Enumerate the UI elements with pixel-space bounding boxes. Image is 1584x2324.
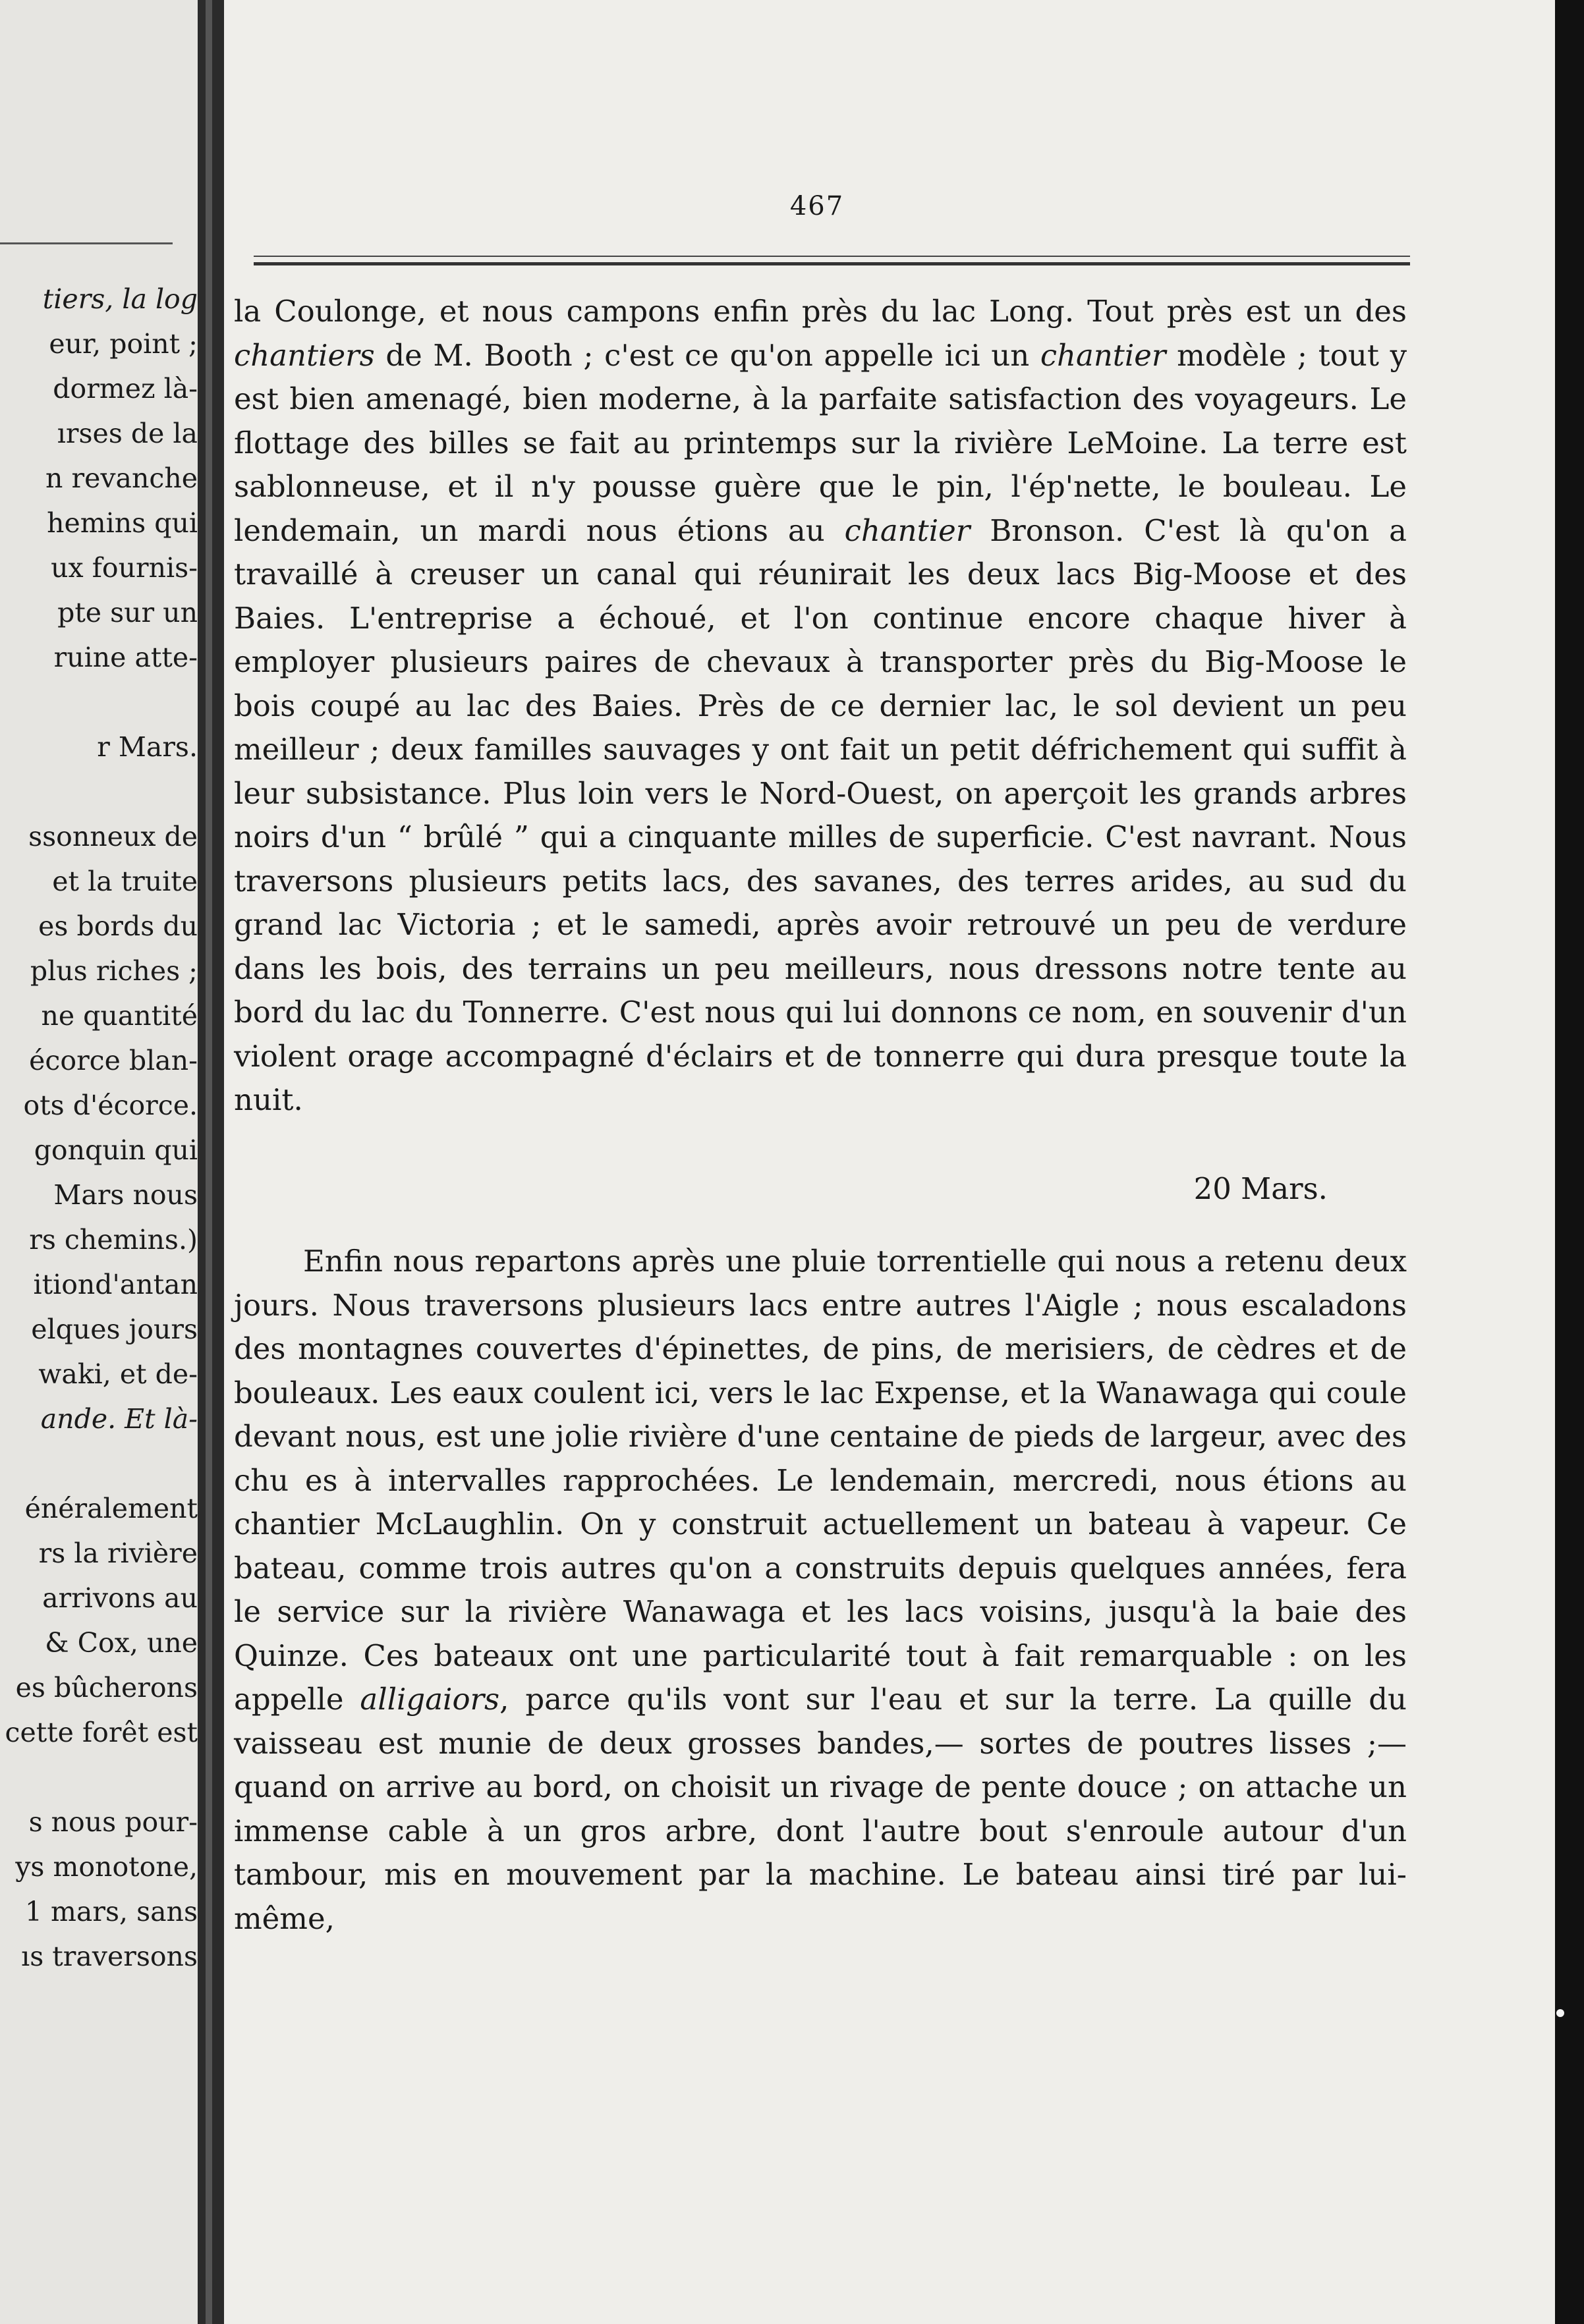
- italic-run: alligaiors: [360, 1682, 500, 1717]
- left-page-line: s nous pour-: [28, 1806, 198, 1838]
- left-page-line: itiond'antan: [33, 1269, 198, 1300]
- header-rule-thin: [254, 256, 1410, 257]
- text-run: , parce qu'ils vont sur l'eau et sur la terre. La quille du vaisseau est munie de deux grosses bandes,— sortes de poutres lisses ;—quand on arrive au bord, on choisit un rivage de pente douce ; on attache un immense cable à un gros arbre, dont l'autre bout s'enroule autour d'un tambour, mis en mouvement par la machine. Le bateau ainsi tiré par lui-même,: [234, 1682, 1407, 1936]
- left-page-line: waki, et de-: [38, 1358, 198, 1390]
- left-page-line: r Mars.: [97, 731, 198, 763]
- left-page-line: ux fournis-: [51, 552, 198, 584]
- left-page-line: énéralement: [24, 1493, 198, 1524]
- left-page-line: gonquin qui: [34, 1134, 198, 1166]
- page-edge-shadow: [1555, 0, 1584, 2324]
- scan-speck: [1556, 2009, 1564, 2017]
- body-text: [234, 290, 1407, 1941]
- left-page-line: elques jours: [31, 1314, 198, 1345]
- paragraph-2: [234, 1240, 1407, 1941]
- left-page-line: tiers, la log: [42, 283, 198, 315]
- italic-run: chantier: [844, 512, 971, 548]
- text-run: modèle ; tout y est bien amenagé, bien moderne, à la parfaite satisfaction des voyageurs. Le flottage des billes se fait au printemps sur la rivière LeMoine. La terre est sablonneuse, et il n'y pousse guère que le pin, l'ép'nette, le bouleau. Le lendemain, un mardi nous étions au: [234, 337, 1407, 548]
- italic-run: chantiers: [234, 337, 375, 373]
- left-page-line: cette forêt est: [5, 1717, 198, 1748]
- left-page-line: ne quantité: [41, 1000, 198, 1032]
- left-page-line: dormez là-: [53, 373, 198, 404]
- left-page-line: ots d'écorce.: [23, 1090, 198, 1121]
- left-page-line: Mars nous: [53, 1179, 198, 1211]
- left-page-line: ande. Et là-: [40, 1403, 198, 1435]
- header-rule-thick: [254, 262, 1410, 265]
- left-page-line: rs chemins.): [29, 1224, 198, 1256]
- text-run: Enfin nous repartons après une pluie torrentielle qui nous a retenu deux jours. Nous traversons plusieurs lacs entre autres l'Aigle ; nous escaladons des montagnes couvertes d'épinettes, de pins, de merisiers, de cèdres et de bouleaux. Les eaux coulent ici, vers le lac Expense, et la Wanawaga qui coule devant nous, est une jolie rivière d'une centaine de pieds de largeur, avec des chu es à intervalles rapprochées. Le lendemain, mercredi, nous étions au chantier McLaughlin. On y construit actuellement un bateau à vapeur. Ce bateau, comme trois autres qu'on a construits depuis quelques années, fera le service sur la rivière Wanawaga et les lacs voisins, jusqu'à la baie des Quinze. Ces bateaux ont une particularité tout à fait remarquable : on les appelle: [234, 1244, 1407, 1717]
- left-page-line: eur, point ;: [49, 328, 198, 360]
- left-page-line: ırses de la: [57, 418, 198, 449]
- date-heading: 20 Mars.: [1193, 1171, 1328, 1206]
- text-run: de M. Booth ; c'est ce qu'on appelle ici un: [374, 337, 1040, 373]
- left-page-line: écorce blan-: [29, 1045, 198, 1076]
- gutter-highlight: [206, 0, 212, 2324]
- left-page-line: 1 mars, sans: [24, 1896, 198, 1927]
- left-page-line: es bords du: [38, 910, 198, 942]
- left-page-line: ruine atte-: [53, 642, 198, 673]
- left-page-line: arrivons au: [42, 1582, 198, 1614]
- text-run: la Coulonge, et nous campons enfin près du lac Long. Tout près est un des: [234, 294, 1407, 329]
- italic-run: chantier: [1040, 337, 1166, 373]
- paragraph-1: [234, 290, 1407, 1122]
- left-page-line: ys monotone,: [15, 1851, 198, 1883]
- page-number: 467: [789, 191, 845, 221]
- left-page-rule: [0, 242, 173, 244]
- left-page-line: ssonneux de: [28, 821, 198, 852]
- left-page-line: n revanche: [45, 462, 198, 494]
- left-page-line: pte sur un: [57, 597, 198, 628]
- left-page-fragment: [0, 0, 210, 2324]
- left-page-line: rs la rivière: [38, 1537, 198, 1569]
- left-page-line: hemins qui: [47, 507, 198, 539]
- left-page-line: plus riches ;: [30, 955, 198, 987]
- left-page-line: et la truite: [52, 866, 198, 897]
- left-page-line: ıs traversons: [21, 1941, 198, 1972]
- left-page-line: & Cox, une: [45, 1627, 198, 1659]
- text-run: Bronson. C'est là qu'on a travaillé à creuser un canal qui réunirait les deux lacs Big-Moose et des Baies. L'entreprise a échoué, et l'on continue encore chaque hiver à employer plusieurs paires de chevaux à transporter près du Big-Moose le bois coupé au lac des Baies. Près de ce dernier lac, le sol devient un peu meilleur ; deux familles sauvages y ont fait un petit défrichement qui suffit à leur subsistance. Plus loin vers le Nord-Ouest, on aperçoit les grands arbres noirs d'un “ brûlé ” qui a cinquante milles de superficie. C'est navrant. Nous traversons plusieurs petits lacs, des savanes, des terres arides, au sud du grand lac Victoria ; et le samedi, après avoir retrouvé un peu de verdure dans les bois, des terrains un peu meilleurs, nous dressons notre tente au bord du lac du Tonnerre. C'est nous qui lui donnons ce nom, en souvenir d'un violent orage accompagné d'éclairs et de tonnerre qui dura presque toute la nuit.: [234, 512, 1407, 1117]
- left-page-line: es bûcherons: [15, 1672, 198, 1703]
